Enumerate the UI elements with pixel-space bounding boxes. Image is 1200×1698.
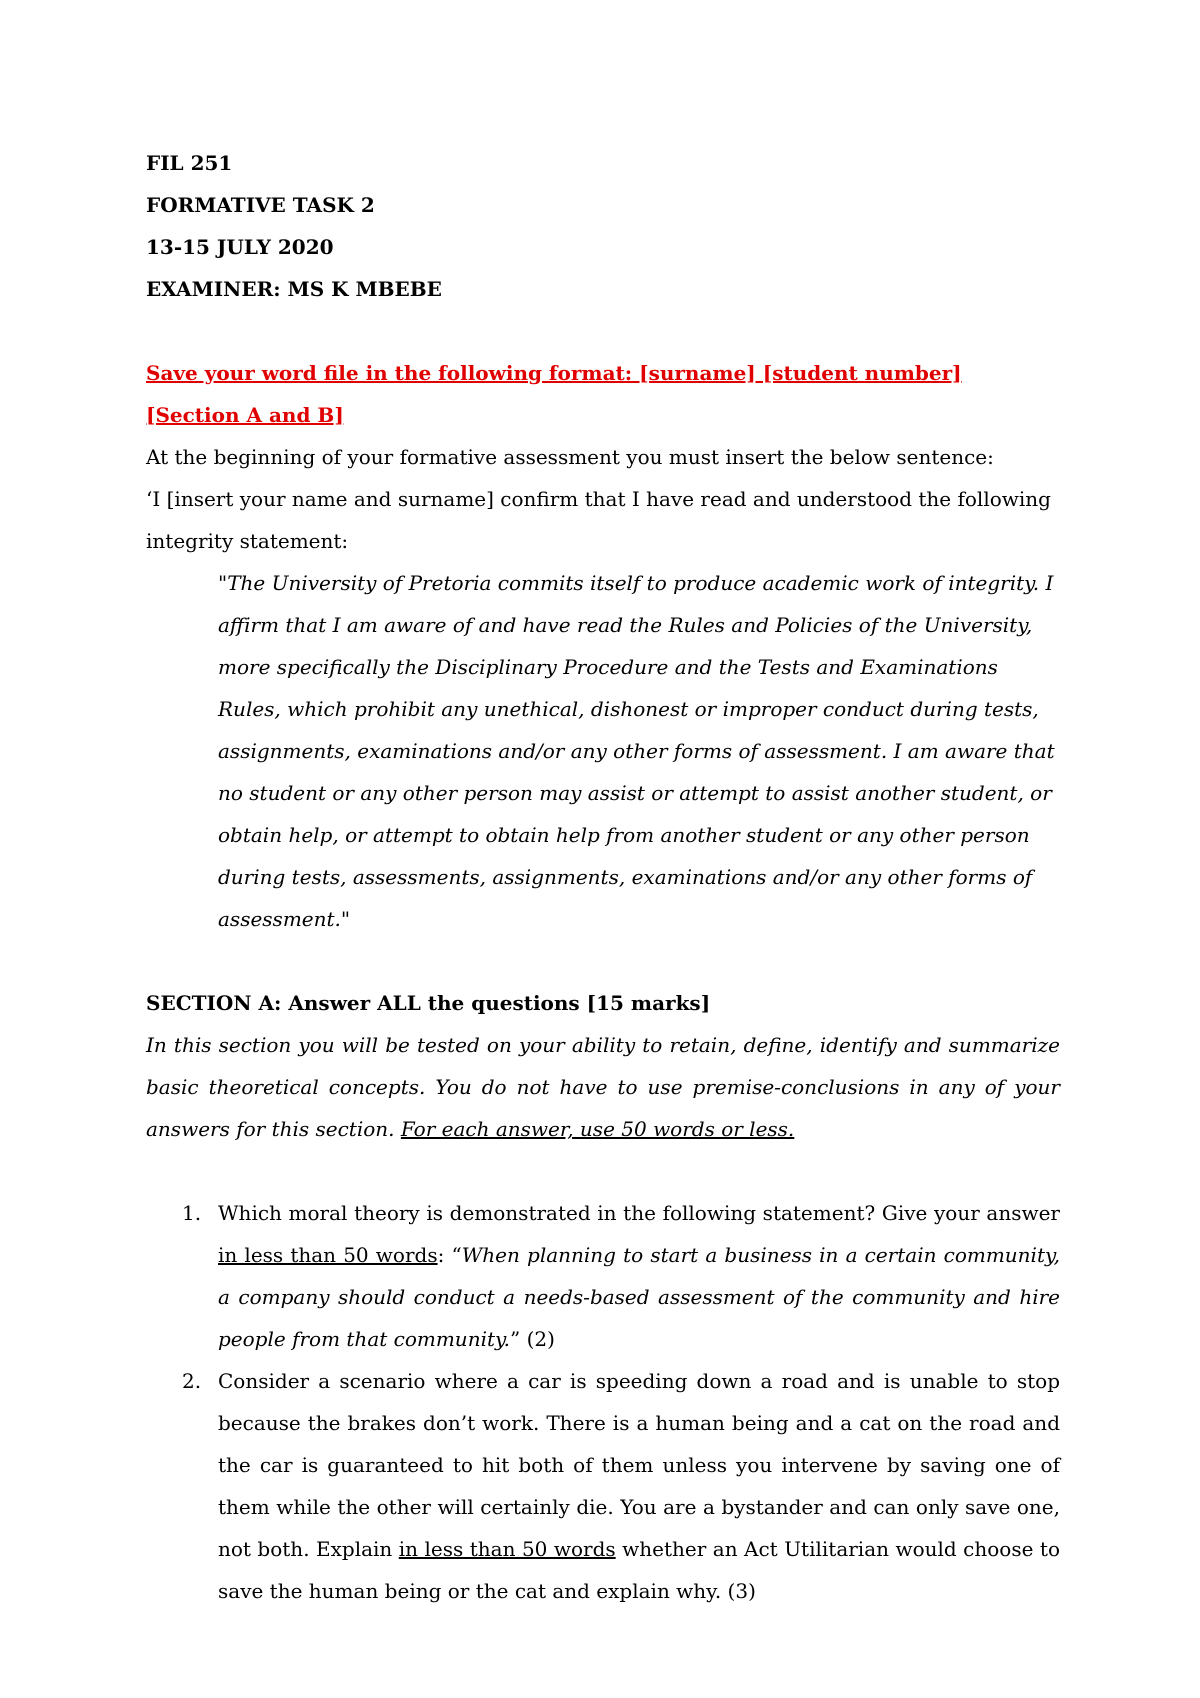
section-a-description — [146, 1024, 1060, 1150]
question-1 — [146, 1192, 1060, 1360]
section-a-word-limit: For each answer, use 50 words or less. — [400, 1117, 795, 1141]
confirm-sentence: ‘I [insert your name and surname] confirm that I have read and understood the following integrity statement: — [146, 487, 1051, 553]
question-quoted-statement: When planning to start a business in a certain community, a company should conduct a needs-based assessment of the community and hire people from that community. — [218, 1243, 1060, 1351]
save-format-instruction: Save your word file in the following format: [surname] [student number] [Section A and B] — [146, 361, 962, 427]
task-dates: 13-15 JULY 2020 — [146, 235, 334, 259]
examiner-line: EXAMINER: MS K MBEBE — [146, 277, 442, 301]
spacer — [146, 940, 1060, 982]
question-2 — [146, 1360, 1060, 1612]
integrity-statement: "The University of Pretoria commits itself to produce academic work of integrity. I affirm that I am aware of and have read the Rules and Policies of the University, more specifically the Disciplinary Procedure and the Tests and Examinations Rules, which prohibit any unethical, dishonest or improper conduct during tests, assignments, examinations and/or any other forms of assessment. I am aware that no student or any other person may assist or attempt to assist another student, or obtain help, or attempt to obtain help from another student or any other person during tests, assessments, assignments, examinations and/or any other forms of assessment." — [218, 571, 1055, 931]
section-a-description-text: In this section you will be tested on your ability to retain, define, identify and summarize basic theoretical concepts. You do not have to use premise-conclusions in any of your answers for this section. — [146, 1033, 1060, 1141]
question-list — [146, 1192, 1060, 1612]
question-number: 1. — [182, 1201, 202, 1225]
question-marks: whether an Act Utilitarian would choose to save the human being or the cat and explain why. (3) — [218, 1537, 1060, 1603]
document-page — [146, 142, 1060, 1612]
question-text-middle: : “ — [437, 1243, 462, 1267]
spacer — [146, 310, 1060, 352]
question-text: Which moral theory is demonstrated in the following statement? Give your answer — [218, 1201, 1060, 1225]
spacer — [146, 1150, 1060, 1192]
question-number: 2. — [182, 1369, 202, 1393]
insert-sentence-intro: At the beginning of your formative assessment you must insert the below sentence: — [146, 445, 994, 469]
question-text: Consider a scenario where a car is speeding down a road and is unable to stop because the brakes don’t work. There is a human being and a cat on the road and the car is guaranteed to hit both of them unless you intervene by saving one of them while the other will certainly die. You are a bystander and can only save one, not both. Explain — [218, 1369, 1060, 1561]
question-word-limit: in less than 50 words — [398, 1537, 616, 1561]
question-word-limit: in less than 50 words — [218, 1243, 438, 1267]
section-a-title: SECTION A: Answer ALL the questions [15 marks] — [146, 991, 711, 1015]
task-title: FORMATIVE TASK 2 — [146, 193, 375, 217]
question-marks: ” (2) — [510, 1327, 555, 1351]
course-code: FIL 251 — [146, 151, 233, 175]
